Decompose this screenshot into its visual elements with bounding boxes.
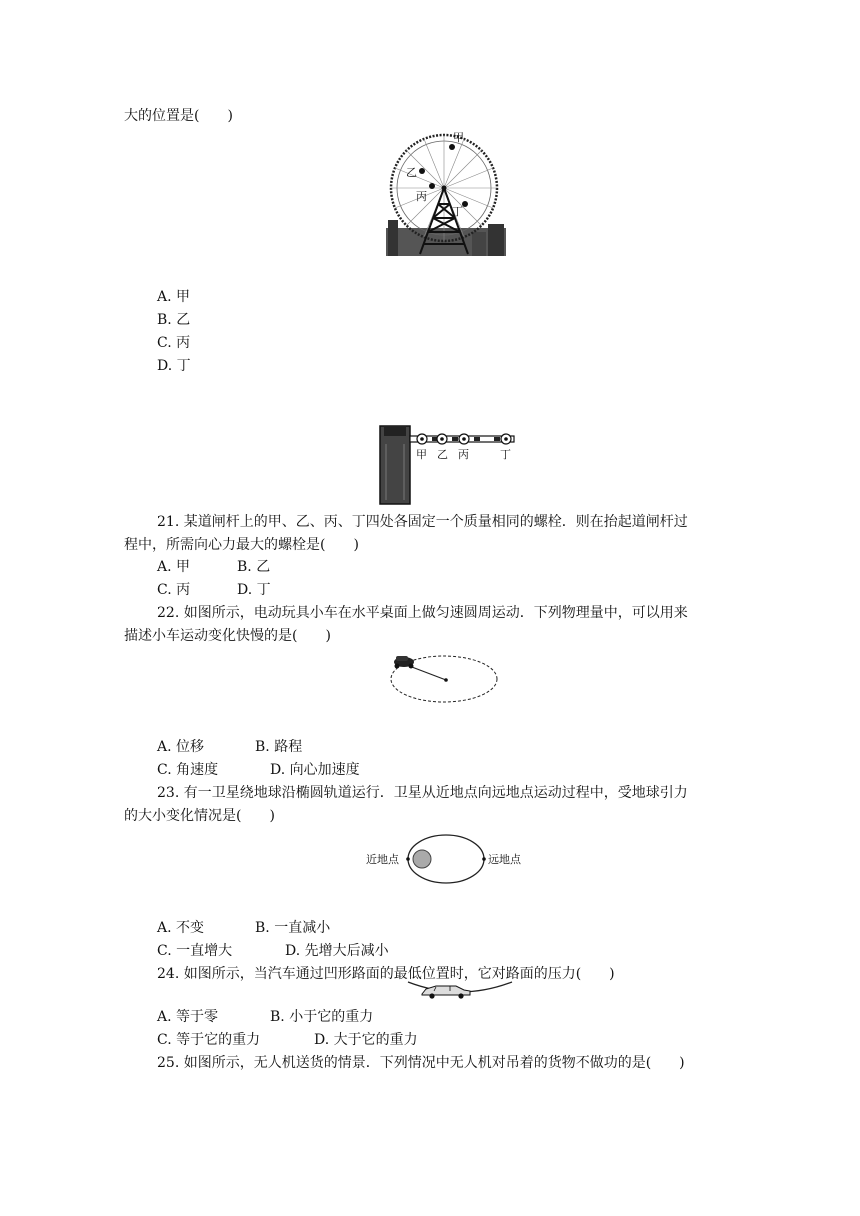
car-concave-road-figure bbox=[406, 980, 514, 1004]
q22-stem-line1: 22. 如图所示，电动玩具小车在水平桌面上做匀速圆周运动．下列物理量中，可以用来 bbox=[157, 605, 688, 621]
q20-option-b: B. 乙 bbox=[157, 312, 191, 328]
q24-option-c: C. 等于它的重力 bbox=[157, 1032, 261, 1048]
q24-options-row1 bbox=[157, 1007, 373, 1027]
gate-label-bing: 丙 bbox=[458, 448, 469, 461]
q20-stem: 大的位置是( ) bbox=[124, 108, 233, 124]
q23-option-d: D. 先增大后减小 bbox=[285, 943, 389, 959]
ferris-label-jia: 甲 bbox=[453, 131, 464, 144]
q21-options-row2 bbox=[157, 580, 271, 600]
q24-option-d: D. 大于它的重力 bbox=[314, 1032, 418, 1048]
q21-stem-line2: 程中，所需向心力最大的螺栓是( ) bbox=[124, 537, 359, 553]
q23-options-row2 bbox=[157, 941, 389, 961]
q22-option-b: B. 路程 bbox=[255, 739, 303, 755]
barrier-gate-figure bbox=[374, 422, 520, 506]
orbit-label-perigee: 近地点 bbox=[366, 853, 399, 866]
q24-option-b: B. 小于它的重力 bbox=[270, 1009, 374, 1025]
q21-options-row1 bbox=[157, 557, 270, 577]
q23-option-a: A. 不变 bbox=[157, 920, 205, 936]
q22-option-d: D. 向心加速度 bbox=[270, 762, 360, 778]
q23-stem-line2: 的大小变化情况是( ) bbox=[124, 808, 275, 824]
ferris-wheel-figure bbox=[386, 128, 506, 256]
q24-option-a: A. 等于零 bbox=[157, 1009, 219, 1025]
satellite-orbit-figure bbox=[364, 834, 530, 886]
q21-option-d: D. 丁 bbox=[237, 582, 271, 598]
q20-option-c: C. 丙 bbox=[157, 335, 191, 351]
q21-option-b: B. 乙 bbox=[237, 559, 271, 575]
ferris-label-bing: 丙 bbox=[416, 190, 427, 203]
q22-option-a: A. 位移 bbox=[157, 739, 205, 755]
gate-label-jia: 甲 bbox=[416, 448, 427, 461]
orbit-label-apogee: 远地点 bbox=[488, 853, 521, 866]
q21-stem-line1: 21. 某道闸杆上的甲、乙、丙、丁四处各固定一个质量相同的螺栓．则在抬起道闸杆过 bbox=[157, 514, 688, 530]
gate-label-yi: 乙 bbox=[437, 448, 448, 461]
q24-stem-line1: 24. 如图所示，当汽车通过凹形路面的最低位置时，它对路面的压力( ) bbox=[157, 966, 615, 982]
q23-option-c: C. 一直增大 bbox=[157, 943, 233, 959]
q22-options-row2 bbox=[157, 760, 360, 780]
gate-label-ding: 丁 bbox=[500, 448, 511, 461]
toy-car-circle-figure bbox=[388, 652, 500, 706]
q21-option-c: C. 丙 bbox=[157, 582, 191, 598]
q22-options-row1 bbox=[157, 737, 302, 757]
q24-options-row2 bbox=[157, 1030, 418, 1050]
ferris-label-ding: 丁 bbox=[452, 205, 463, 218]
q22-option-c: C. 角速度 bbox=[157, 762, 219, 778]
q20-option-d: D. 丁 bbox=[157, 358, 191, 374]
q21-option-a: A. 甲 bbox=[157, 559, 191, 575]
q23-stem-line1: 23. 有一卫星绕地球沿椭圆轨道运行．卫星从近地点向远地点运动过程中，受地球引力 bbox=[157, 785, 688, 801]
q23-options-row1 bbox=[157, 918, 330, 938]
q20-option-a: A. 甲 bbox=[157, 289, 191, 305]
q22-stem-line2: 描述小车运动变化快慢的是( ) bbox=[124, 628, 331, 644]
ferris-label-yi: 乙 bbox=[406, 166, 417, 179]
q25-stem-line1: 25. 如图所示，无人机送货的情景．下列情况中无人机对吊着的货物不做功的是( ) bbox=[157, 1055, 685, 1071]
q23-option-b: B. 一直减小 bbox=[255, 920, 331, 936]
